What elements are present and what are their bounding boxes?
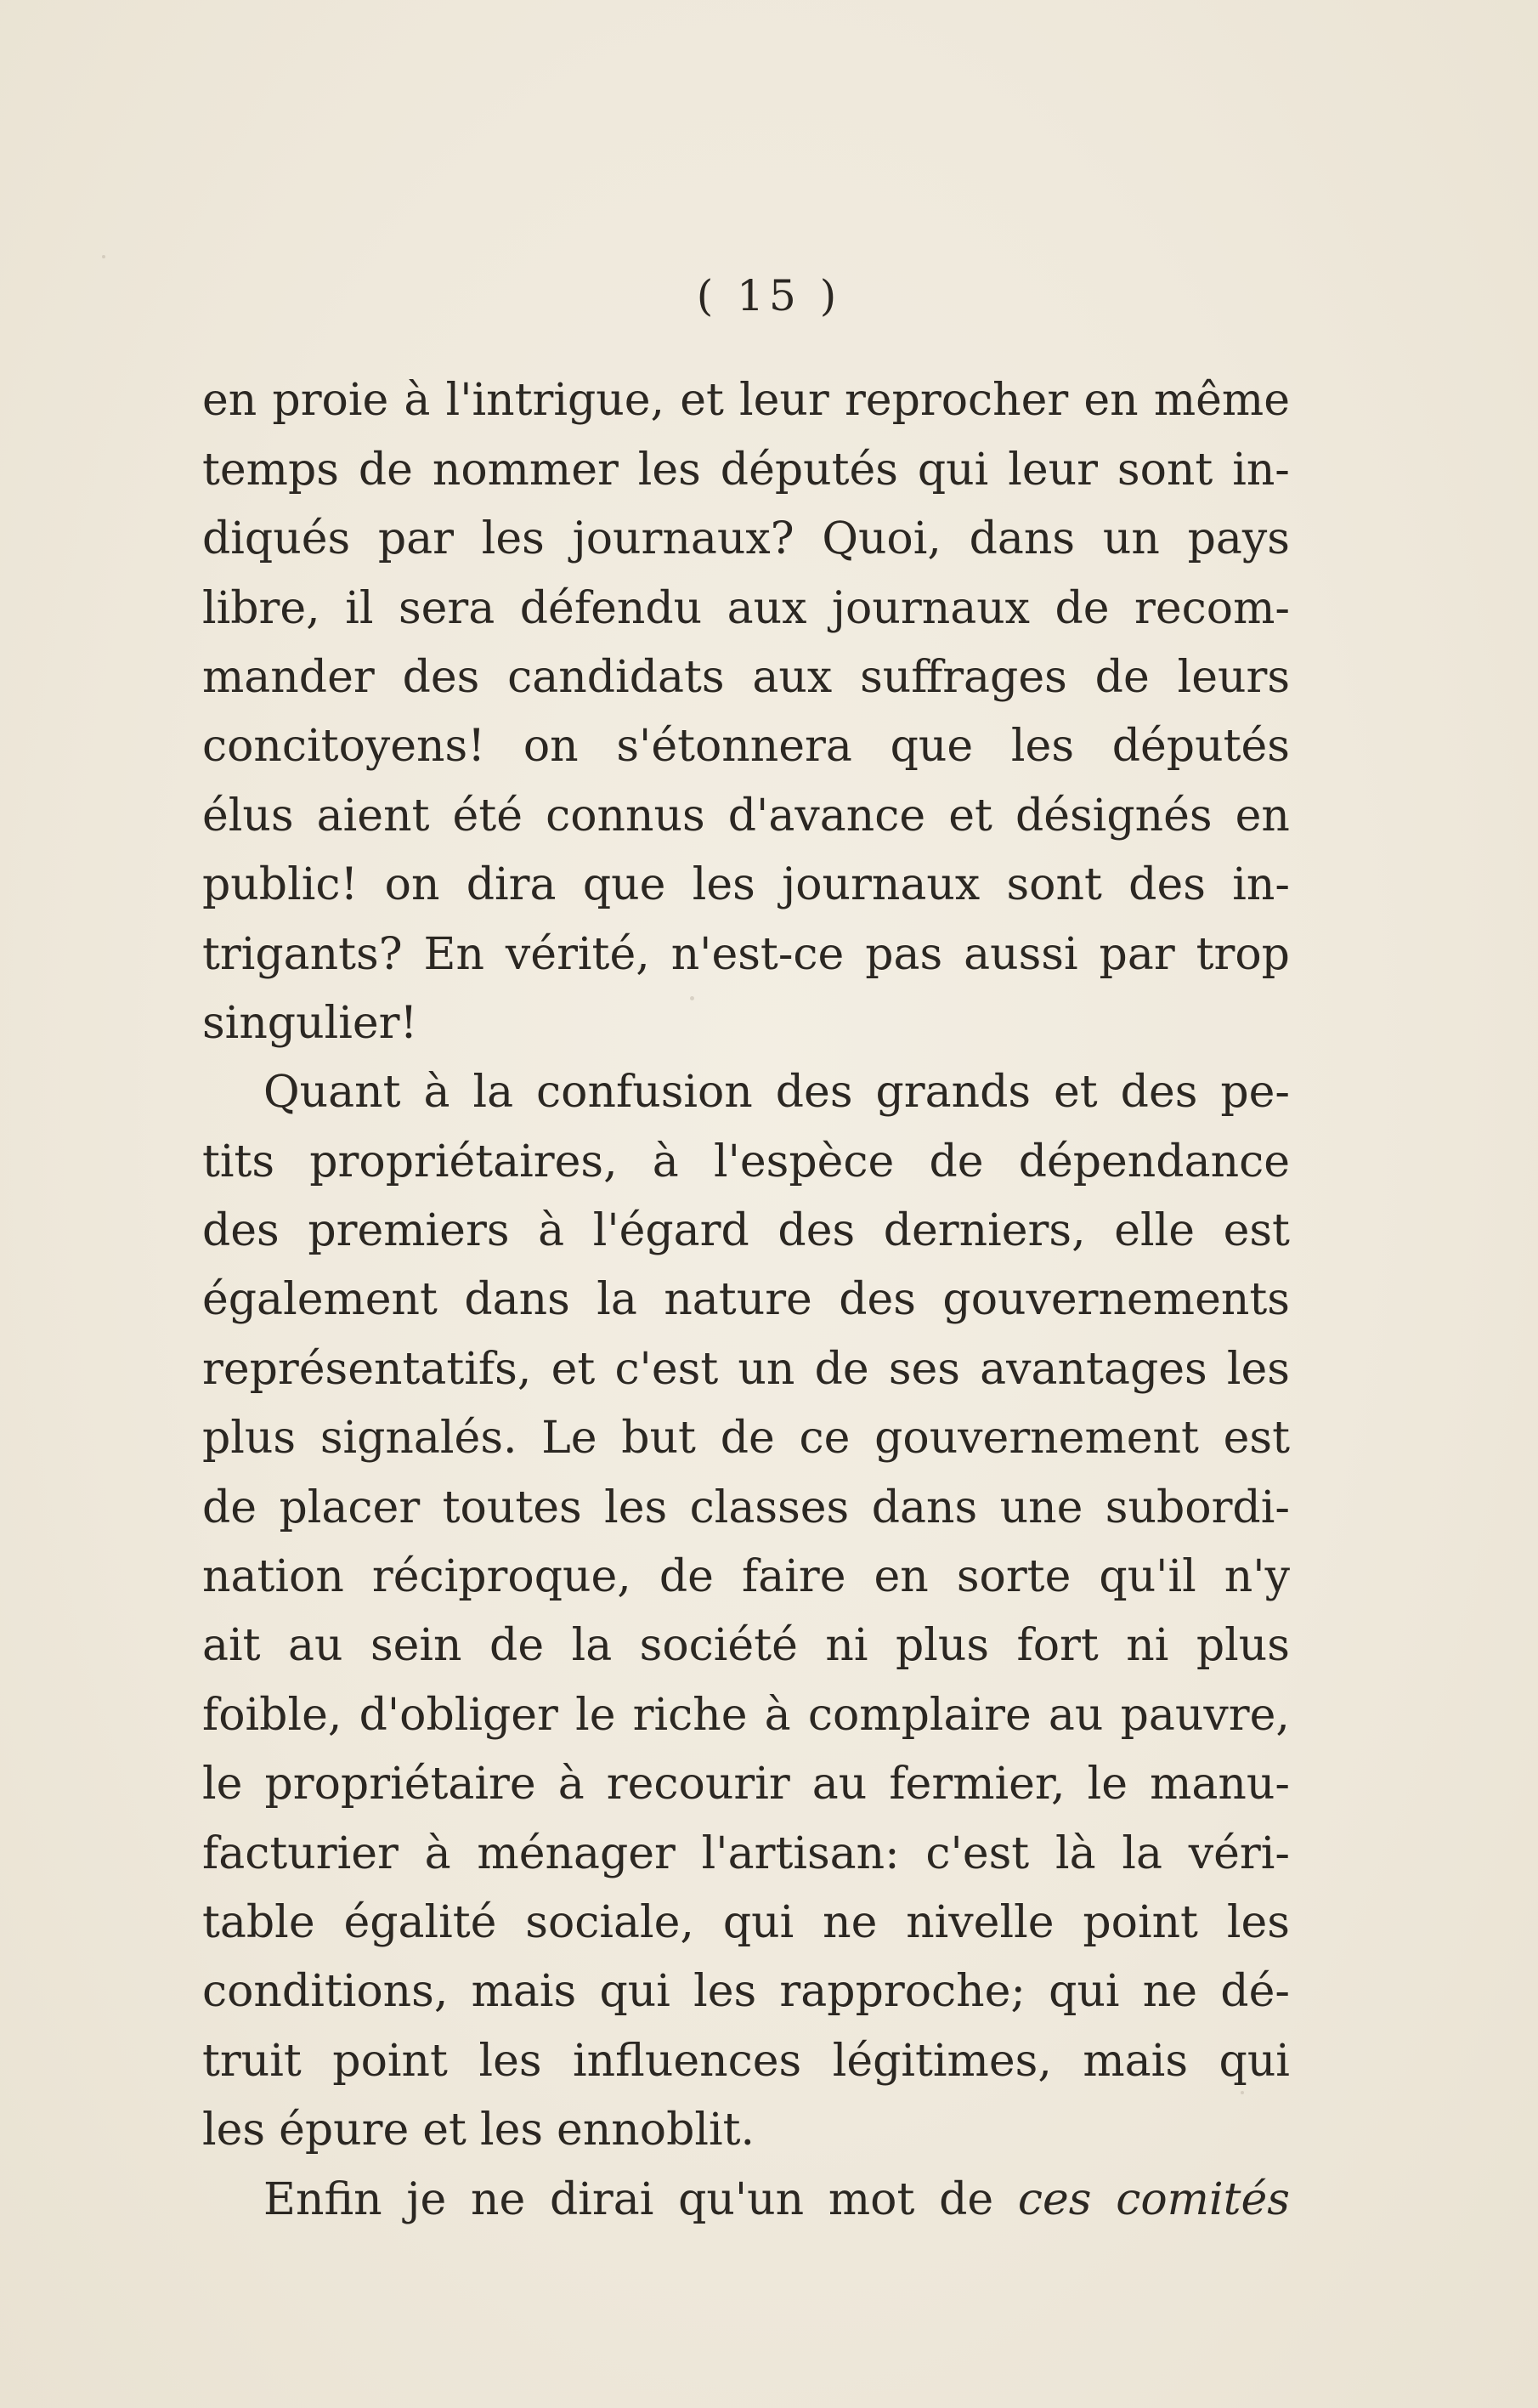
- word: aussi: [964, 928, 1078, 980]
- word: sont: [1117, 444, 1213, 496]
- word: table: [202, 1896, 315, 1948]
- word: on: [384, 859, 440, 911]
- word: Quant: [263, 1067, 401, 1119]
- word: là: [1055, 1827, 1096, 1879]
- word: en: [1235, 790, 1290, 841]
- word: classes: [689, 1482, 850, 1533]
- text-line: [202, 426, 1290, 495]
- word: et: [948, 790, 992, 841]
- word: leur: [1008, 444, 1098, 496]
- word: derniers,: [883, 1205, 1086, 1257]
- word: élus: [202, 790, 294, 841]
- word: une: [999, 1482, 1083, 1533]
- text-line: [202, 1810, 1290, 1878]
- word: de: [358, 444, 413, 496]
- word: ait: [202, 1620, 261, 1672]
- word: des: [839, 1274, 916, 1326]
- word: trigants?: [202, 928, 403, 980]
- word: qu'il: [1099, 1551, 1196, 1603]
- word: facturier: [202, 1827, 399, 1879]
- word: dans: [871, 1482, 978, 1533]
- text-line: [202, 564, 1290, 633]
- word: sociale,: [525, 1896, 694, 1948]
- word: même: [1153, 375, 1290, 427]
- word: candidats: [507, 651, 725, 703]
- word: plus: [202, 1413, 297, 1465]
- word: pas: [865, 928, 943, 980]
- word: gouvernement: [874, 1413, 1199, 1465]
- word: leurs: [1177, 651, 1290, 703]
- word: premiers: [308, 1205, 510, 1257]
- text-line: [202, 1879, 1290, 1948]
- word: le: [1087, 1759, 1128, 1810]
- word: singulier!: [202, 997, 418, 1049]
- word: des: [777, 1205, 856, 1257]
- word: mander: [202, 651, 375, 703]
- text-line: [202, 1049, 1290, 1118]
- word: toutes: [442, 1482, 582, 1533]
- word: riche: [632, 1689, 748, 1741]
- word: vérité,: [505, 928, 650, 980]
- word: des: [202, 1205, 280, 1257]
- word: des: [402, 651, 480, 703]
- word: au: [1048, 1689, 1104, 1741]
- word: pauvre,: [1120, 1689, 1290, 1741]
- word: de: [1055, 582, 1110, 634]
- word: Le: [541, 1413, 597, 1465]
- word: été: [452, 790, 523, 841]
- word: proie: [272, 375, 389, 427]
- word: reprocher: [844, 375, 1069, 427]
- word: d'avance: [727, 790, 926, 841]
- word: ce: [799, 1413, 851, 1465]
- word: in-: [1232, 859, 1290, 911]
- text-body: [202, 357, 1290, 2225]
- word: tits: [202, 1136, 275, 1187]
- text-line: [202, 2156, 1290, 2224]
- word: la: [1122, 1827, 1162, 1879]
- word: de: [939, 2173, 994, 2225]
- word: les: [637, 444, 701, 496]
- word: les: [693, 1966, 757, 2018]
- word: par: [1099, 928, 1175, 980]
- word: la: [472, 1067, 514, 1119]
- word: de: [489, 1620, 545, 1672]
- word: égalité: [343, 1896, 497, 1948]
- text-line: [202, 1256, 1290, 1325]
- text-line: [202, 1671, 1290, 1740]
- text-line: [202, 980, 1290, 1049]
- word: il: [345, 582, 374, 634]
- word: de: [814, 1343, 869, 1395]
- word: pays: [1187, 513, 1290, 565]
- text-line: [202, 1602, 1290, 1671]
- word: véri-: [1188, 1827, 1290, 1879]
- word: l'espèce: [713, 1136, 895, 1187]
- word: propriétaire: [264, 1759, 536, 1810]
- text-line: [202, 357, 1290, 426]
- word: à: [424, 1827, 451, 1879]
- word: l'égard: [592, 1205, 749, 1257]
- word: Quoi,: [822, 513, 941, 565]
- text-line: [202, 841, 1290, 910]
- word: qui: [722, 1896, 794, 1948]
- word: placer: [279, 1482, 421, 1533]
- word: suffrages: [860, 651, 1067, 703]
- word: également: [202, 1274, 438, 1326]
- paper-speck: [1241, 2091, 1244, 2094]
- word: de: [720, 1413, 775, 1465]
- text-line: [202, 1187, 1290, 1256]
- word: à: [652, 1136, 679, 1187]
- word: public!: [202, 859, 359, 911]
- word: ne: [470, 2173, 526, 2225]
- word: En: [423, 928, 484, 980]
- word: un: [1102, 513, 1160, 565]
- word: ses: [888, 1343, 960, 1395]
- word: la: [597, 1274, 637, 1326]
- word: des: [1120, 1067, 1198, 1119]
- word: sein: [370, 1620, 462, 1672]
- word: et: [680, 375, 724, 427]
- text-line: [202, 1118, 1290, 1187]
- text-line: [202, 910, 1290, 979]
- text-line: [202, 1948, 1290, 2017]
- text-line: [202, 1741, 1290, 1810]
- text-line: [202, 772, 1290, 841]
- word: concitoyens!: [202, 721, 486, 773]
- word: c'est: [925, 1827, 1030, 1879]
- word: les: [478, 2035, 542, 2087]
- word: les: [479, 2105, 544, 2156]
- word: qui: [599, 1966, 670, 2018]
- page-number: ( 15 ): [696, 271, 842, 320]
- word: subordi-: [1105, 1482, 1290, 1533]
- word: point: [1083, 1896, 1198, 1948]
- word: à: [538, 1205, 565, 1257]
- word: ni: [825, 1620, 868, 1672]
- word: est: [1223, 1413, 1290, 1465]
- italic-word: comités: [1116, 2173, 1290, 2225]
- word: les: [202, 2105, 266, 2156]
- word: désignés: [1015, 790, 1213, 841]
- word: elle: [1114, 1205, 1196, 1257]
- word: société: [639, 1620, 798, 1672]
- word: le: [202, 1759, 243, 1810]
- word: qu'un: [678, 2173, 805, 2225]
- word: et: [1054, 1067, 1098, 1119]
- word: nation: [202, 1551, 344, 1603]
- word: l'artisan:: [701, 1827, 900, 1879]
- word: but: [621, 1413, 696, 1465]
- word: journaux: [782, 859, 981, 911]
- word: dira: [466, 859, 557, 911]
- text-line: [202, 1533, 1290, 1602]
- word: des: [775, 1067, 853, 1119]
- word: trop: [1196, 928, 1290, 980]
- word: de: [659, 1551, 714, 1603]
- text-line: [202, 703, 1290, 772]
- word: des: [1128, 859, 1206, 911]
- word: à: [557, 1759, 585, 1810]
- word: sorte: [956, 1551, 1072, 1603]
- paper-speck: [102, 255, 105, 258]
- word: dirai: [549, 2173, 654, 2225]
- word: aux: [752, 651, 833, 703]
- text-line: [202, 2087, 1290, 2156]
- word: on: [523, 721, 579, 773]
- word: foible,: [202, 1689, 342, 1741]
- word: temps: [202, 444, 339, 496]
- word: c'est: [614, 1343, 719, 1395]
- word: in-: [1232, 444, 1290, 496]
- word: que: [890, 721, 974, 773]
- word: je: [406, 2173, 447, 2225]
- word: sera: [398, 582, 495, 634]
- word: ne: [1142, 1966, 1198, 2018]
- word: dé-: [1220, 1966, 1290, 2018]
- word: dépendance: [1018, 1136, 1290, 1187]
- word: les: [481, 513, 545, 565]
- word: pe-: [1220, 1067, 1290, 1119]
- paper-speck: [690, 996, 694, 1000]
- word: fermier,: [889, 1759, 1066, 1810]
- word: de: [1094, 651, 1150, 703]
- word: nivelle: [906, 1896, 1055, 1948]
- word: aux: [727, 582, 807, 634]
- word: confusion: [536, 1067, 753, 1119]
- word: la: [571, 1620, 613, 1672]
- word: défendu: [519, 582, 703, 634]
- word: par: [377, 513, 455, 565]
- word: manu-: [1150, 1759, 1290, 1810]
- text-line: [202, 634, 1290, 703]
- word: journaux?: [572, 513, 794, 565]
- word: ménager: [477, 1827, 676, 1879]
- word: de: [202, 1482, 257, 1533]
- word: les: [1226, 1343, 1290, 1395]
- text-line: [202, 1464, 1290, 1533]
- word: représentatifs,: [202, 1343, 532, 1395]
- word: en: [202, 375, 257, 427]
- word: truit: [202, 2035, 302, 2087]
- word: ne: [823, 1896, 878, 1948]
- word: rapproche;: [779, 1966, 1026, 2018]
- word: le: [575, 1689, 616, 1741]
- word: nommer: [432, 444, 619, 496]
- word: à: [423, 1067, 450, 1119]
- word: complaire: [807, 1689, 1032, 1741]
- word: à: [764, 1689, 791, 1741]
- text-line: [202, 2017, 1290, 2086]
- word: fort: [1016, 1620, 1099, 1672]
- word: qui: [1219, 2035, 1290, 2087]
- word: mais: [471, 1966, 577, 2018]
- word: est: [1223, 1205, 1290, 1257]
- word: mais: [1083, 2035, 1189, 2087]
- word: que: [582, 859, 666, 911]
- word: d'obliger: [359, 1689, 558, 1741]
- word: qui: [917, 444, 989, 496]
- word: nature: [664, 1274, 812, 1326]
- italic-word: ces: [1017, 2173, 1092, 2225]
- word: n'est-ce: [670, 928, 845, 980]
- word: plus: [895, 1620, 990, 1672]
- word: faire: [741, 1551, 846, 1603]
- word: députés: [720, 444, 898, 496]
- word: au: [288, 1620, 343, 1672]
- word: leur: [739, 375, 829, 427]
- word: en: [1083, 375, 1139, 427]
- word: gouvernements: [942, 1274, 1290, 1326]
- word: influences: [573, 2035, 802, 2087]
- word: libre,: [202, 582, 320, 634]
- word: un: [738, 1343, 795, 1395]
- word: les: [604, 1482, 668, 1533]
- text-line: [202, 1325, 1290, 1394]
- word: réciproque,: [371, 1551, 631, 1603]
- word: n'y: [1224, 1551, 1290, 1603]
- word: aient: [316, 790, 430, 841]
- word: les: [692, 859, 755, 911]
- word: signalés.: [319, 1413, 517, 1465]
- text-line: [202, 496, 1290, 564]
- word: dans: [464, 1274, 570, 1326]
- word: en: [874, 1551, 929, 1603]
- word: ennoblit.: [557, 2105, 755, 2156]
- word: dans: [969, 513, 1076, 565]
- word: légitimes,: [832, 2035, 1052, 2087]
- word: au: [811, 1759, 868, 1810]
- word: propriétaires,: [309, 1136, 618, 1187]
- word: les: [1226, 1896, 1290, 1948]
- word: recom-: [1134, 582, 1290, 634]
- word: conditions,: [202, 1966, 449, 2018]
- word: à: [404, 375, 431, 427]
- word: l'intrigue,: [445, 375, 665, 427]
- word: recourir: [606, 1759, 790, 1810]
- word: mot: [828, 2173, 915, 2225]
- word: sont: [1006, 859, 1102, 911]
- word: point: [332, 2035, 448, 2087]
- word: diqués: [202, 513, 351, 565]
- word: les: [1010, 721, 1075, 773]
- word: connus: [546, 790, 705, 841]
- word: de: [929, 1136, 984, 1187]
- text-line: [202, 1395, 1290, 1464]
- word: avantages: [980, 1343, 1207, 1395]
- word: qui: [1049, 1966, 1120, 2018]
- word: épure: [279, 2105, 410, 2156]
- word: Enfin: [263, 2173, 382, 2225]
- word: et: [551, 1343, 596, 1395]
- word: ni: [1126, 1620, 1169, 1672]
- word: s'étonnera: [616, 721, 852, 773]
- word: députés: [1111, 721, 1290, 773]
- word: et: [422, 2105, 466, 2156]
- word: plus: [1196, 1620, 1290, 1672]
- word: grands: [875, 1067, 1032, 1119]
- word: journaux: [831, 582, 1031, 634]
